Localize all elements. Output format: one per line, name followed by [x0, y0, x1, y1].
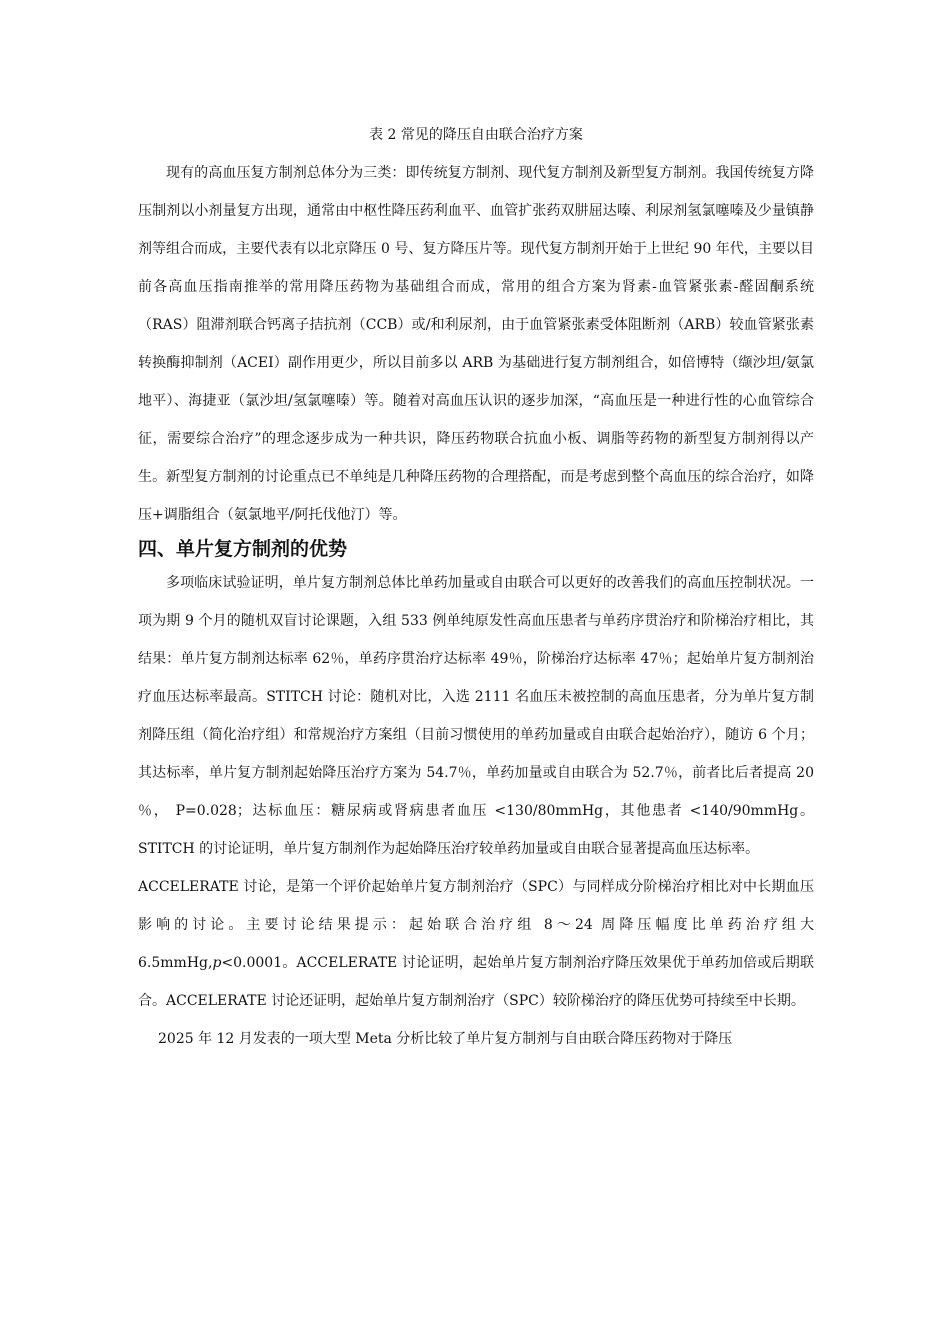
paragraph-accelerate — [138, 868, 814, 1020]
accelerate-text-end: <0.0001。ACCELERATE 讨论证明，起始单片复方制剂治疗降压效果优于单药加倍或后期联合。ACCELERATE 讨论还证明，起始单片复方制剂治疗（SPC）较阶梯治疗的降压优势可持续至中长期。 — [138, 955, 814, 1009]
paragraph-compound-preparations: 现有的高血压复方制剂总体分为三类：即传统复方制剂、现代复方制剂及新型复方制剂。我国传统复方降压制剂以小剂量复方出现，通常由中枢性降压药利血平、血管扩张药双肼屈达嗪、利尿剂氢氯噻嗪及少量镇静剂等组合而成，主要代表有以北京降压 0 号、复方降压片等。现代复方制剂开始于上世纪 90 年代，主要以目前各高血压指南推举的常用降压药物为基础组合而成，常用的组合方案为肾素-血管紧张素-醛固酮系统（RAS）阻滞剂联合钙离子拮抗剂（CCB）或/和利尿剂，由于血管紧张素受体阻断剂（ARB）较血管紧张素转换酶抑制剂（ACEI）副作用更少，所以目前多以 ARB 为基础进行复方制剂组合，如倍博特（缬沙坦/氨氯地平）、海捷亚（氯沙坦/氢氯噻嗪）等。随着对高血压认识的逐步加深，“高血压是一种进行性的心血管综合征，需要综合治疗”的理念逐步成为一种共识，降压药物联合抗血小板、调脂等药物的新型复方制剂得以产生。新型复方制剂的讨论重点已不单纯是几种降压药物的合理搭配，而是考虑到整个高血压的综合治疗，如降压+调脂组合（氨氯地平/阿托伐他汀）等。 — [138, 165, 814, 523]
paragraph-clinical-trials: 多项临床试验证明，单片复方制剂总体比单药加量或自由联合可以更好的改善我们的高血压控制状况。一项为期 9 个月的随机双盲讨论课题，入组 533 例单纯原发性高血压患者与单药序贯治疗和阶梯治疗相比，其结果：单片复方制剂达标率 62％，单药序贯治疗达标率 49％，阶梯治疗达标率 47％；起始单片复方制剂治疗血压达标率最高。STITCH 讨论：随机对比，入选 2111 名血压未被控制的高血压患者，分为单片复方制剂降压组（简化治疗组）和常规治疗方案组（目前习惯使用的单药加量或自由联合起始治疗），随访 6 个月；其达标率，单片复方制剂起始降压治疗方案为 54.7％，单药加量或自由联合为 52.7％，前者比后者提高 20 ％， P=0.028；达标血压：糖尿病或肾病患者血压 <130/80mmHg，其他患者 <140/90mmHg。STITCH 的讨论证明，单片复方制剂作为起始降压治疗较单药加量或自由联合显著提高血压达标率。 — [138, 575, 814, 857]
document-body — [138, 120, 814, 1058]
accelerate-text-start: ACCELERATE 讨论，是第一个评价起始单片复方制剂治疗（SPC）与同样成分阶梯治疗相比对中长期血压影响的讨论。主要讨论结果提示：起始联合治疗组 8～24 周降压幅度比单药治疗组大 6.5mmHg, — [138, 879, 814, 971]
section-heading: 四、单片复方制剂的优势 — [138, 538, 348, 560]
paragraph-meta-analysis: 2025 年 12 月发表的一项大型 Meta 分析比较了单片复方制剂与自由联合降压药物对于降压 — [158, 1031, 733, 1047]
p-value-symbol: p — [212, 955, 222, 971]
table-caption: 表 2 常见的降压自由联合治疗方案 — [369, 127, 583, 143]
